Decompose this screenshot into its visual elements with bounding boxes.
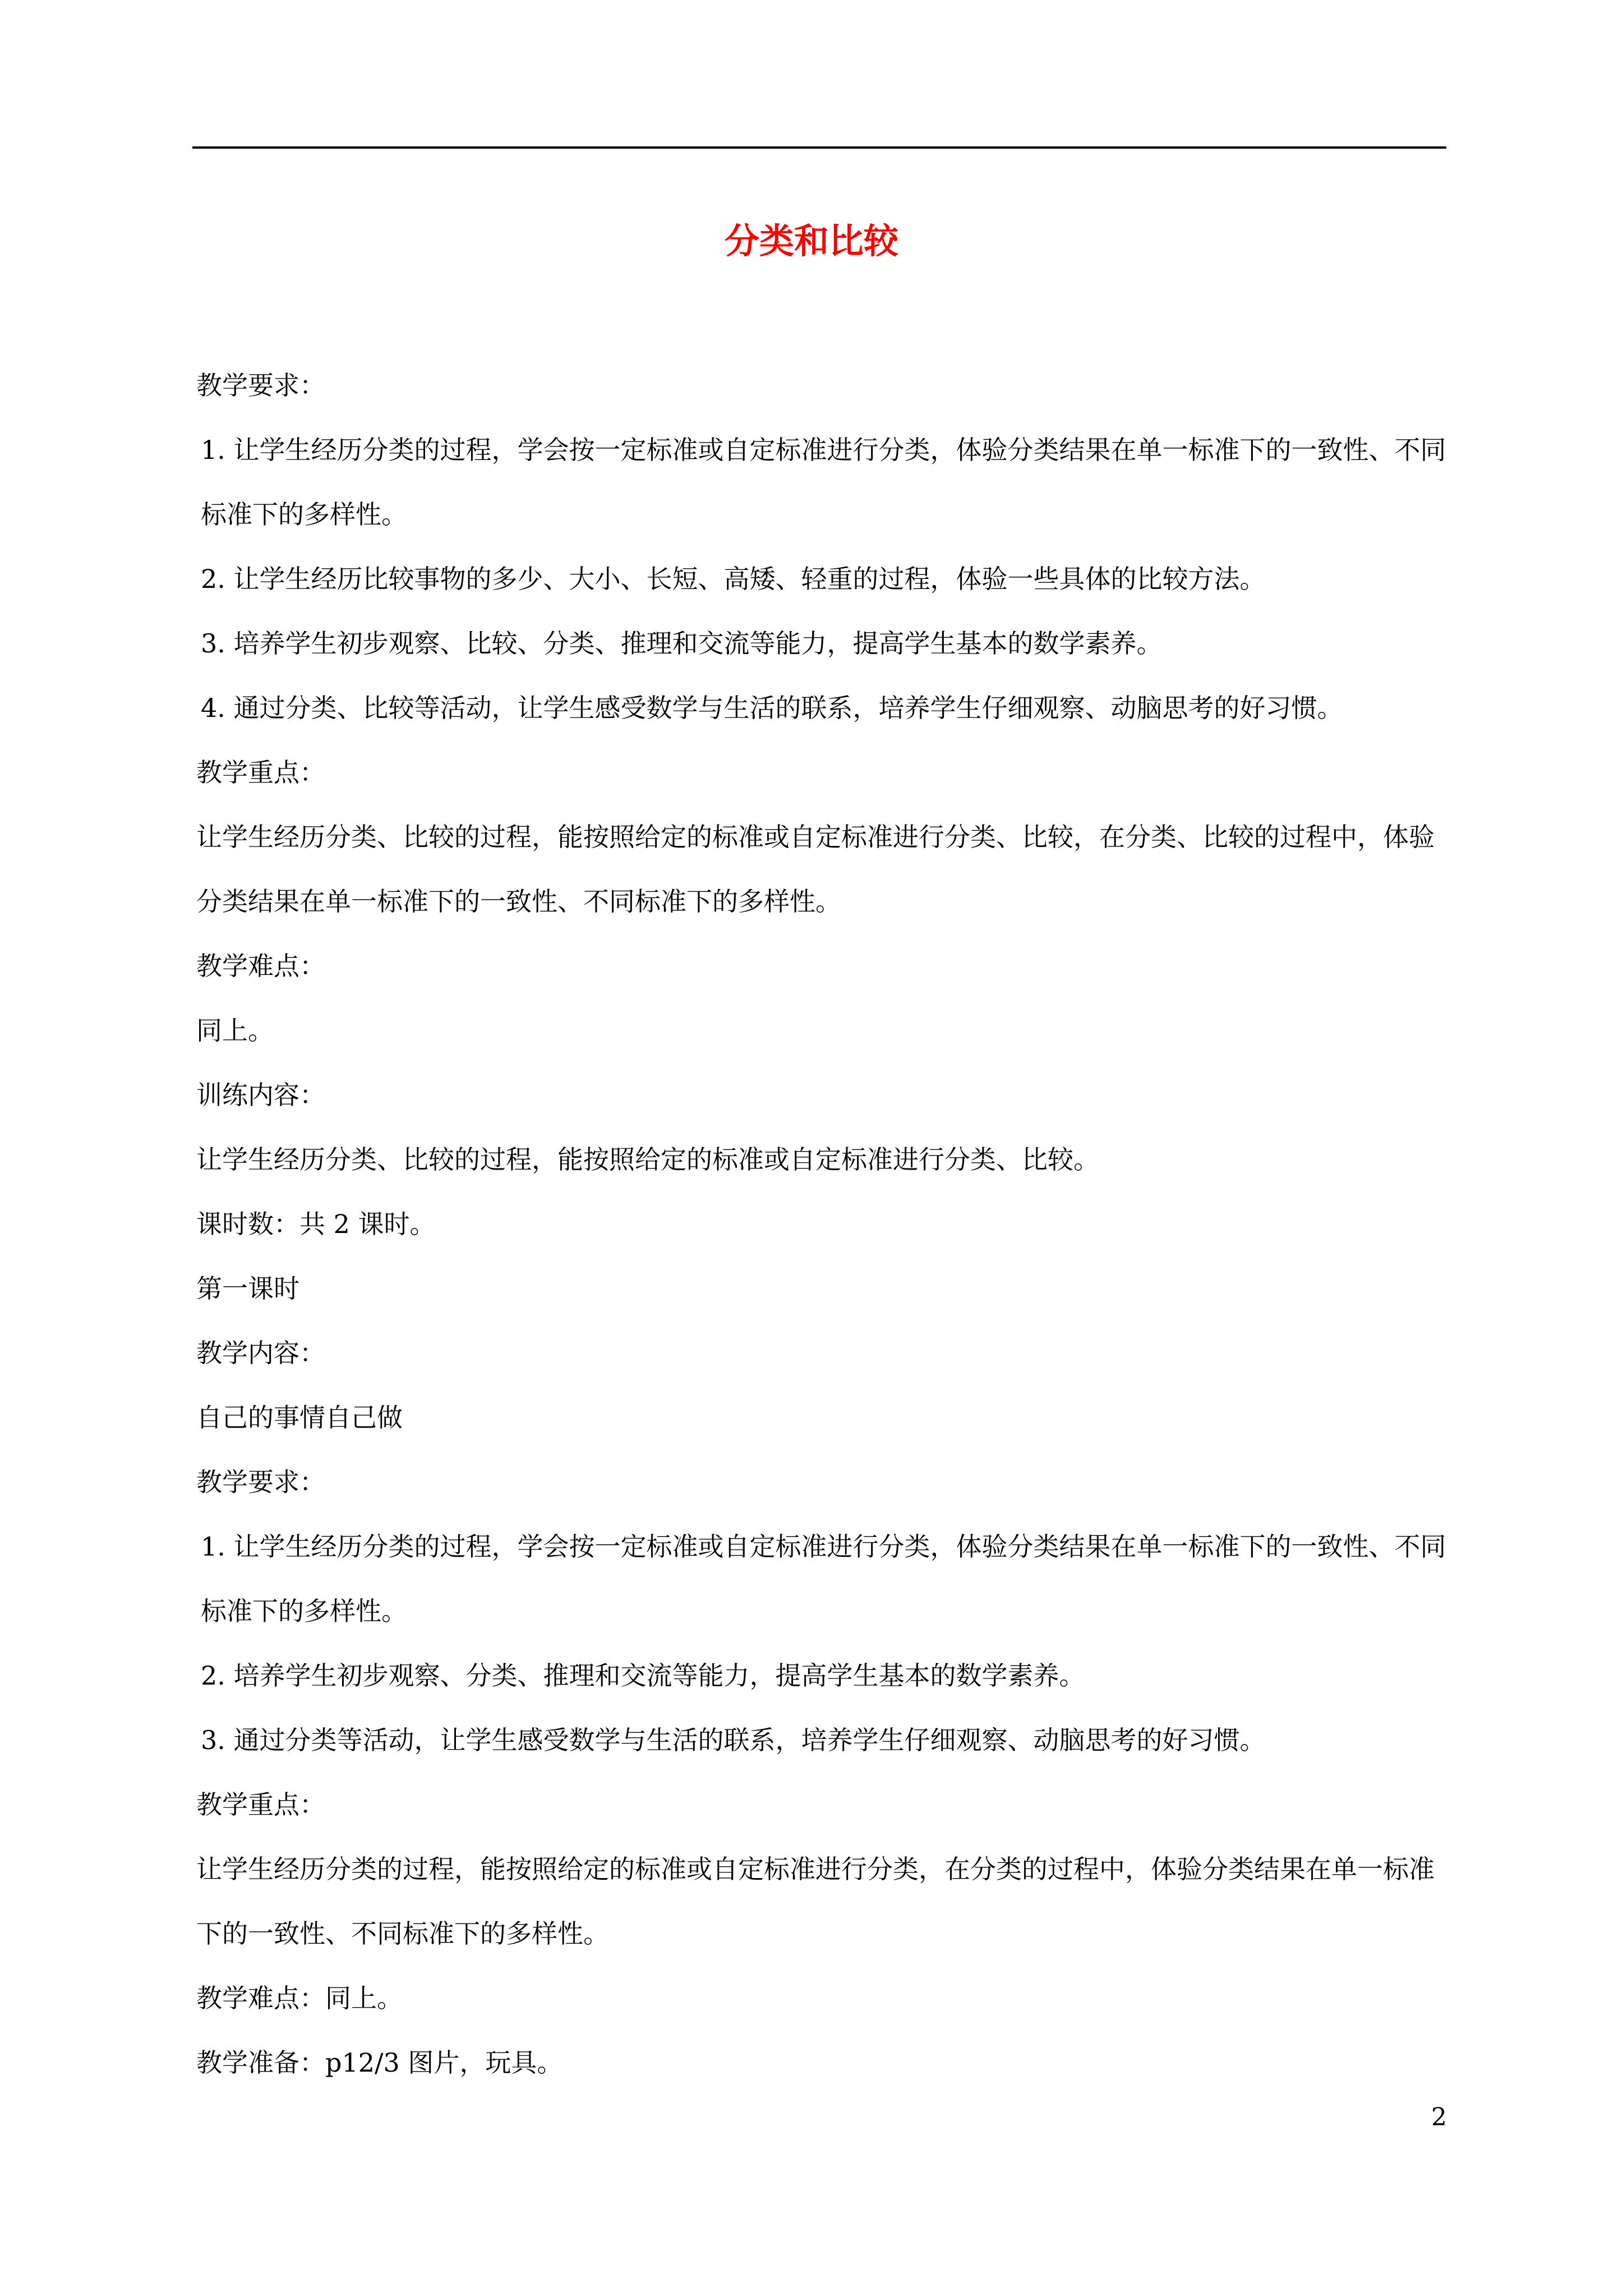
body-paragraph: 课时数：共 2 课时。 [196,1209,436,1239]
section-heading: 教学重点： [196,757,325,788]
list-item: 4. 通过分类、比较等活动，让学生感受数学与生活的联系，培养学生仔细观察、动脑思考的好习惯。 [201,693,1343,723]
document-title: 分类和比较 [724,220,898,261]
section-heading: 教学要求： [196,1467,325,1497]
body-paragraph: 教学准备：p12/3 图片，玩具。 [196,2047,563,2078]
page-number: 2 [1431,2103,1447,2132]
section-heading: 训练内容： [196,1080,325,1110]
list-item: 1. 让学生经历分类的过程，学会按一定标准或自定标准进行分类，体验分类结果在单一标准下的一致性、不同标准下的多样性。 [201,1531,1446,1626]
document-body [196,353,1450,2095]
list-item: 3. 通过分类等活动，让学生感受数学与生活的联系，培养学生仔细观察、动脑思考的好习惯。 [201,1725,1266,1755]
section-heading: 第一课时 [196,1273,299,1304]
section-heading: 教学内容： [196,1338,325,1368]
body-paragraph: 让学生经历分类、比较的过程，能按照给定的标准或自定标准进行分类、比较，在分类、比较的过程中，体验分类结果在单一标准下的一致性、不同标准下的多样性。 [196,822,1435,917]
body-paragraph: 自己的事情自己做 [196,1402,403,1433]
section-heading: 教学重点： [196,1789,325,1820]
list-item: 2. 培养学生初步观察、分类、推理和交流等能力，提高学生基本的数学素养。 [201,1660,1085,1691]
body-paragraph: 同上。 [196,1015,274,1046]
body-paragraph: 教学难点：同上。 [196,1983,403,2013]
body-paragraph: 让学生经历分类、比较的过程，能按照给定的标准或自定标准进行分类、比较。 [196,1144,1099,1175]
list-item: 1. 让学生经历分类的过程，学会按一定标准或自定标准进行分类，体验分类结果在单一标准下的一致性、不同标准下的多样性。 [201,435,1446,530]
list-item: 3. 培养学生初步观察、比较、分类、推理和交流等能力，提高学生基本的数学素养。 [201,628,1163,659]
body-paragraph: 让学生经历分类的过程，能按照给定的标准或自定标准进行分类，在分类的过程中，体验分类结果在单一标准下的一致性、不同标准下的多样性。 [196,1854,1435,1949]
header-rule [192,146,1446,149]
section-heading: 教学要求： [196,370,325,401]
section-heading: 教学难点： [196,951,325,981]
list-item: 2. 让学生经历比较事物的多少、大小、长短、高矮、轻重的过程，体验一些具体的比较方法。 [201,564,1266,594]
